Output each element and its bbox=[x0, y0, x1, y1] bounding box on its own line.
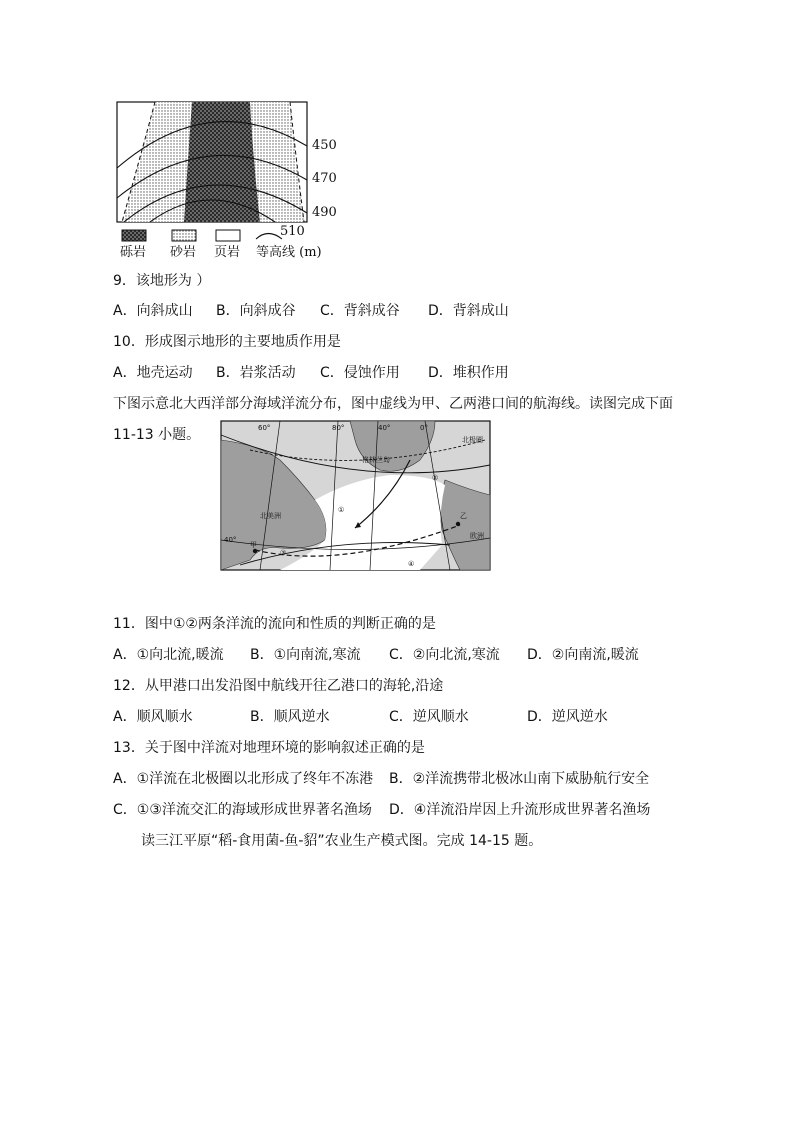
conglomerate-layer bbox=[184, 102, 260, 222]
contour-label-470: 470 bbox=[312, 171, 337, 186]
map-label-80: 80° bbox=[332, 424, 345, 432]
map-label-europe: 欧洲 bbox=[470, 532, 484, 540]
map-label-greenland: 格林兰岛 bbox=[362, 456, 390, 464]
q12-option-c: C．逆风顺水 bbox=[389, 709, 469, 725]
port-yi-marker bbox=[456, 522, 460, 526]
q9-option-d: D．背斜成山 bbox=[428, 303, 509, 319]
q9-stem: 9．该地形为 ） bbox=[113, 273, 211, 289]
q9-option-a: A．向斜成山 bbox=[113, 303, 193, 319]
map-label-jia: 甲 bbox=[250, 541, 257, 549]
map-label-current-1: ① bbox=[338, 506, 345, 514]
fold-contour-figure bbox=[110, 98, 350, 263]
legend-conglomerate-label: 砾岩 bbox=[120, 245, 147, 260]
legend-contour-label: 等高线 (m) bbox=[256, 245, 322, 260]
q12-option-b: B．顺风逆水 bbox=[250, 709, 330, 725]
port-jia-marker bbox=[253, 549, 257, 553]
map-label-40-top: 40° bbox=[378, 424, 391, 432]
contour-label-510: 510 bbox=[280, 224, 305, 239]
intro-11-13-line2: 11-13 小题。 bbox=[113, 427, 201, 443]
legend-sandstone-swatch bbox=[172, 230, 196, 241]
q10-option-a: A．地壳运动 bbox=[113, 365, 193, 381]
q13-stem: 13．关于图中洋流对地理环境的影响叙述正确的是 bbox=[113, 740, 425, 756]
q12-option-d: D．逆风逆水 bbox=[527, 709, 608, 725]
q10-option-c: C．侵蚀作用 bbox=[320, 365, 400, 381]
q11-stem: 11．图中①②两条洋流的流向和性质的判断正确的是 bbox=[113, 616, 436, 632]
q10-stem: 10．形成图示地形的主要地质作用是 bbox=[113, 334, 341, 350]
q13-option-d: D．④洋流沿岸因上升流形成世界著名渔场 bbox=[389, 802, 651, 818]
legend-shale-swatch bbox=[216, 230, 240, 241]
map-label-yi: 乙 bbox=[460, 512, 467, 520]
q11-option-b: B．①向南流,寒流 bbox=[250, 647, 361, 663]
map-label-60: 60° bbox=[258, 424, 271, 432]
map-label-0: 0° bbox=[420, 424, 428, 432]
q13-option-b: B．②洋流携带北极冰山南下威胁航行安全 bbox=[389, 771, 650, 787]
legend-conglomerate-swatch bbox=[122, 230, 146, 241]
q13-option-c: C．①③洋流交汇的海域形成世界著名渔场 bbox=[113, 802, 372, 818]
legend-shale-label: 页岩 bbox=[214, 245, 241, 260]
q10-option-d: D．堆积作用 bbox=[428, 365, 509, 381]
map-label-current-4: ④ bbox=[408, 560, 415, 568]
q12-stem: 12．从甲港口出发沿图中航线开往乙港口的海轮,沿途 bbox=[113, 678, 444, 694]
q12-option-a: A．顺风顺水 bbox=[113, 709, 193, 725]
north-atlantic-map bbox=[220, 420, 492, 572]
contour-label-450: 450 bbox=[312, 138, 337, 153]
q11-option-c: C．②向北流,寒流 bbox=[389, 647, 500, 663]
legend-contour-swatch bbox=[256, 234, 282, 240]
q11-option-d: D．②向南流,暖流 bbox=[527, 647, 639, 663]
map-label-current-3: ③ bbox=[280, 549, 287, 557]
q13-option-a: A．①洋流在北极圈以北形成了终年不冻港 bbox=[113, 771, 374, 787]
q9-option-c: C．背斜成谷 bbox=[320, 303, 400, 319]
contour-label-490: 490 bbox=[312, 205, 337, 220]
q10-option-b: B．岩浆活动 bbox=[216, 365, 296, 381]
legend-sandstone-label: 砂岩 bbox=[170, 245, 197, 260]
map-label-north-america: 北美洲 bbox=[260, 512, 281, 520]
map-label-40-left: 40° bbox=[224, 536, 237, 544]
intro-11-13-line1: 下图示意北大西洋部分海域洋流分布，图中虚线为甲、乙两港口间的航海线。读图完成下面 bbox=[113, 396, 673, 412]
map-label-arctic-circle: 北极圈 bbox=[462, 436, 483, 444]
q9-option-b: B．向斜成谷 bbox=[216, 303, 296, 319]
intro-14-15: 读三江平原“稻-食用菌-鱼-貂”农业生产模式图。完成 14-15 题。 bbox=[141, 833, 543, 849]
map-label-current-2: ② bbox=[432, 474, 439, 482]
q11-option-a: A．①向北流,暖流 bbox=[113, 647, 224, 663]
